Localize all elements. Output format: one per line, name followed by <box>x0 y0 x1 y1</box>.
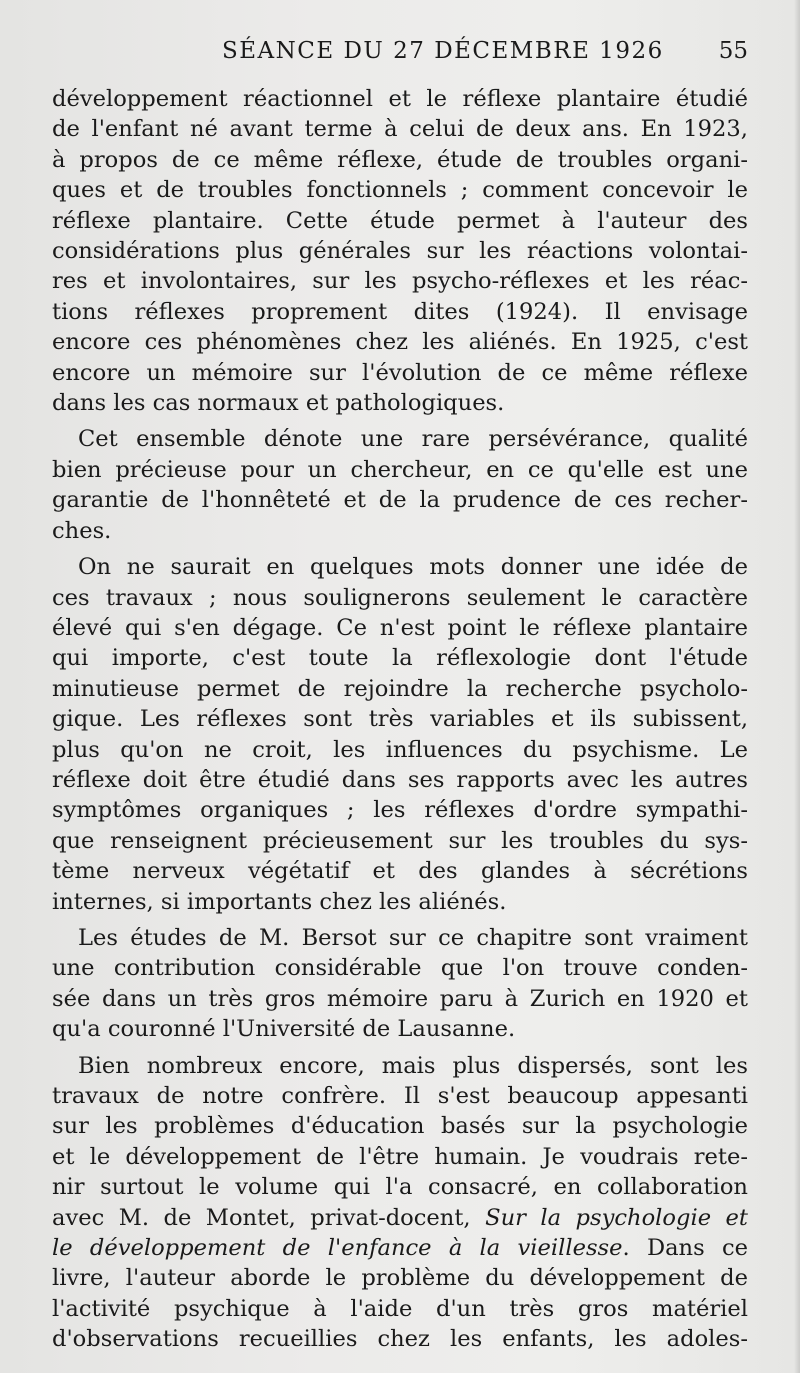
text-line: nir surtout le volume qui l'a consacré, en collaboration <box>52 1174 748 1201</box>
text-line: une contribution considérable que l'on trouve conden- <box>52 955 748 982</box>
text-line: élevé qui s'en dégage. Ce n'est point le réflexe plantaire <box>52 614 748 641</box>
text-line: ces travaux ; nous soulignerons seulement le caractère <box>52 584 748 611</box>
text-line: dans les cas normaux et pathologiques. <box>52 390 505 417</box>
text-line: que renseignent précieusement sur les troubles du sys- <box>52 827 748 854</box>
text-line: ches. <box>52 517 112 544</box>
text-line: Bien nombreux encore, mais plus dispersés, sont les <box>78 1052 748 1079</box>
running-title: SÉANCE DU 27 DÉCEMBRE 1926 <box>222 38 664 64</box>
paragraph-4 <box>52 923 748 1045</box>
text-line: Les études de M. Bersot sur ce chapitre sont vraiment <box>78 924 748 951</box>
text-line: réflexe plantaire. Cette étude permet à l'auteur des <box>52 207 748 234</box>
book-title-italic: le développement de l'enfance à la vieillesse <box>52 1235 623 1262</box>
text-line: de l'enfant né avant terme à celui de deux ans. En 1923, <box>52 116 748 143</box>
text-line: sée dans un très gros mémoire paru à Zurich en 1920 et <box>52 985 748 1012</box>
text-line: encore un mémoire sur l'évolution de ce même réflexe <box>52 359 748 386</box>
text-run: avec M. de Montet, privat-docent, <box>52 1204 486 1231</box>
text-line: minutieuse permet de rejoindre la recherche psycholo- <box>52 675 748 702</box>
text-line: internes, si importants chez les aliénés. <box>52 888 507 915</box>
text-line: qui importe, c'est toute la réflexologie dont l'étude <box>52 645 748 672</box>
page-number: 55 <box>718 38 748 64</box>
text-line: ques et de troubles fonctionnels ; comment concevoir le <box>52 177 748 204</box>
text-line: d'observations recueillies chez les enfants, les adoles- <box>52 1326 748 1353</box>
text-line: Cet ensemble dénote une rare persévérance, qualité <box>78 426 748 453</box>
text-line: garantie de l'honnêteté et de la prudence de ces recher- <box>52 487 748 514</box>
paragraph-1 <box>52 84 748 418</box>
text-line: plus qu'on ne croit, les influences du psychisme. Le <box>52 736 748 763</box>
paragraph-2 <box>52 424 748 546</box>
text-line: à propos de ce même réflexe, étude de troubles organi- <box>52 146 748 173</box>
text-line: et le développement de l'être humain. Je voudrais rete- <box>52 1143 748 1170</box>
text-line: tions réflexes proprement dites (1924). Il envisage <box>52 298 748 325</box>
text-line: tème nerveux végétatif et des glandes à sécrétions <box>52 858 748 885</box>
text-line: travaux de notre confrère. Il s'est beaucoup appesanti <box>52 1083 748 1109</box>
text-line: développement réactionnel et le réflexe plantaire étudié <box>52 86 748 112</box>
text-line: res et involontaires, sur les psycho-réflexes et les réac- <box>52 268 748 295</box>
paragraph-3 <box>52 552 748 917</box>
text-line <box>52 1233 748 1263</box>
page-header <box>52 38 748 74</box>
text-run: . Dans ce <box>622 1235 748 1262</box>
text-line: sur les problèmes d'éducation basés sur la psychologie <box>52 1113 748 1140</box>
text-line: livre, l'auteur aborde le problème du développement de <box>52 1265 748 1292</box>
text-line: considérations plus générales sur les réactions volontai- <box>52 238 748 265</box>
text-line: qu'a couronné l'Université de Lausanne. <box>52 1016 516 1043</box>
text-line: encore ces phénomènes chez les aliénés. En 1925, c'est <box>52 329 748 356</box>
text-line: bien précieuse pour un chercheur, en ce qu'elle est une <box>52 456 748 483</box>
paragraph-5 <box>52 1051 748 1355</box>
text-line: On ne saurait en quelques mots donner une idée de <box>78 554 748 581</box>
text-line: l'activité psychique à l'aide d'un très gros matériel <box>52 1295 748 1322</box>
text-line: gique. Les réflexes sont très variables et ils subissent, <box>52 706 748 733</box>
body-text <box>52 84 748 1355</box>
text-line: symptômes organiques ; les réflexes d'ordre sympathi- <box>52 797 748 824</box>
book-title-italic: Sur la psychologie et <box>485 1204 748 1231</box>
text-line <box>52 1203 748 1233</box>
text-line: réflexe doit être étudié dans ses rapports avec les autres <box>52 766 748 793</box>
